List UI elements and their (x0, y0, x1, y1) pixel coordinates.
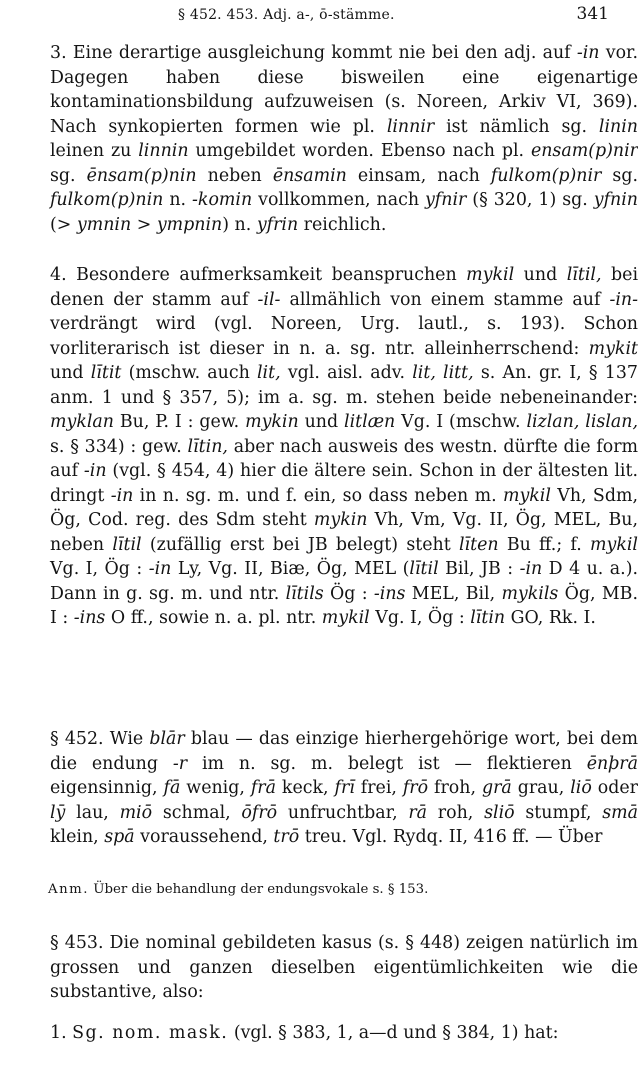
italic-term: -in (148, 559, 172, 579)
italic-term: linin (598, 116, 638, 137)
text: > (131, 214, 157, 235)
italic-term: litlæn (344, 412, 396, 432)
text: Bu ff.; f. (498, 534, 591, 555)
italic-term: fulkom(p)nin (50, 190, 164, 210)
italic-term: frō (402, 778, 429, 798)
text: im n. sg. m. belegt ist — flektieren (187, 753, 587, 774)
text: Bil, JB : (438, 559, 520, 579)
italic-term: fulkom(p)nir (490, 165, 602, 186)
text: Vg. I (mschw. (395, 412, 527, 432)
italic-term: -il- (257, 289, 281, 310)
text: Vg. I, Ög : (369, 608, 471, 628)
italic-term: linnin (138, 141, 189, 161)
text: in n. sg. m. und f. ein, so dass neben m. (133, 485, 503, 506)
italic-term: trō (273, 827, 300, 847)
text: (vgl. § 383, 1, a—d und § 384, 1) hat: (228, 1023, 559, 1043)
text: reichlich. (298, 214, 387, 235)
italic-term: lītil, (566, 265, 602, 285)
text: neben (196, 165, 273, 186)
text: 3. Eine derartige ausgleichung kommt nie bei den adj. auf (50, 43, 577, 63)
italic-term: -in (519, 559, 543, 579)
italic-term: līten (458, 534, 499, 555)
text: unfruchtbar, (277, 802, 409, 823)
text: umgebildet worden. Ebenso nach pl. (188, 141, 531, 161)
anm-label: Anm. (48, 882, 90, 897)
italic-term: lītin (470, 608, 506, 628)
italic-term: lizlan, lislan, (526, 412, 638, 432)
italic-term: lit, (257, 363, 281, 383)
section-453: § 453. Die nominal gebildeten kasus (s. § 448) zeigen natürlich im grossen und ganzen dieselben eigentümlichkeiten wie die substantive, also: (50, 933, 638, 1002)
text: sg. (50, 165, 87, 186)
italic-term: mykil (466, 265, 515, 285)
annotation-note (48, 880, 568, 900)
text: (> (50, 214, 77, 235)
italic-term: lītil (409, 559, 439, 579)
italic-term: -in (576, 43, 600, 63)
text: und (514, 265, 567, 285)
text: leinen zu (50, 141, 139, 161)
italic-term: miō (119, 802, 153, 823)
text: MEL, Bil, (405, 583, 502, 604)
text: lau, (65, 802, 120, 823)
text: ) n. (222, 214, 257, 235)
text: keck, (275, 778, 335, 798)
italic-term: blār (149, 729, 185, 749)
italic-term: lītin, (187, 436, 228, 457)
italic-term: lȳ (50, 802, 66, 823)
italic-term: -ins (373, 583, 406, 604)
text: Vg. I, Ög : (50, 559, 149, 579)
text: Vh, Sdm, Ög, Cod. reg. des Sdm steht (50, 485, 638, 530)
text: 4. Besondere aufmerksamkeit beanspruchen (50, 265, 467, 285)
italic-term: mykin (313, 510, 368, 530)
text: sg. (601, 165, 638, 186)
italic-term: mykil (502, 485, 551, 506)
section-453-item-1 (10, 1021, 638, 1046)
text: allmählich von einem stamme auf (280, 289, 610, 310)
text: blau — das einzige hierhergehörige wort, bei dem die endung (50, 729, 638, 774)
italic-term: ymnin (76, 214, 132, 235)
text: froh, (428, 778, 482, 798)
text: grau, (511, 778, 571, 798)
text: einsam, nach (346, 165, 491, 186)
text: D 4 u. a.). Dann in g. sg. m. und ntr. (50, 559, 638, 604)
italic-term: -r (172, 753, 188, 774)
text: Vh, Vm, Vg. II, Ög, MEL, Bu, neben (50, 510, 638, 555)
text: schmal, (152, 802, 242, 823)
text: stumpf, (514, 802, 603, 823)
italic-term: -in (83, 461, 107, 481)
italic-term: frā (250, 778, 276, 798)
text: GO, Rk. I. (505, 608, 596, 628)
running-head-title: § 452. 453. Adj. a-, ō-stämme. (178, 7, 395, 23)
italic-term: lītils (285, 583, 324, 604)
italic-term: rā (408, 802, 428, 823)
text: (§ 320, 1) sg. (466, 190, 594, 210)
italic-term: -in- (609, 289, 638, 310)
italic-term: lit, litt, (412, 363, 474, 383)
text: oder (591, 778, 638, 798)
text: Ly, Vg. II, Biæ, Ög, MEL ( (171, 559, 410, 579)
section-452 (10, 727, 638, 850)
text: bei denen der stamm auf (50, 265, 638, 310)
italic-term: ēnþrā (586, 753, 638, 774)
text: und (298, 412, 345, 432)
italic-term: liō (570, 778, 592, 798)
item-number: 1. (50, 1023, 67, 1043)
italic-term: mykin (245, 412, 299, 432)
paragraph-3-contamination (10, 41, 638, 237)
text: (vgl. § 454, 4) hier die ältere sein. Schon in der ältesten lit. dringt (50, 461, 638, 506)
text: klein, (50, 827, 105, 847)
text: verdrängt wird (vgl. Noreen, Urg. lautl., s. 193). Schon vorliterarisch ist dieser in n. a. sg. ntr. alleinherrschend: (50, 314, 638, 359)
text: (zufällig erst bei JB belegt) steht (141, 534, 459, 555)
italic-term: frī (334, 778, 355, 798)
text: treu. Vgl. Rydq. II, 416 ff. — Über (299, 827, 603, 847)
italic-term: mykil (321, 608, 370, 628)
italic-term: -in (110, 485, 134, 506)
text: (mschw. auch (121, 363, 257, 383)
italic-term: mykils (501, 583, 559, 604)
italic-term: sliō (484, 802, 515, 823)
text: vollkommen, nach (252, 190, 425, 210)
italic-term: yfnin (593, 190, 638, 210)
text: s. An. gr. I, § 137 anm. 1 und § 357, 5); im a. sg. m. stehen beide nebeneinander: (50, 363, 638, 408)
anm-text: Über die behandlung der endungsvokale s. § 153. (93, 882, 429, 897)
italic-term: mykit (588, 338, 638, 359)
italic-term: spā (104, 827, 135, 847)
italic-term: ēnsamin (272, 165, 347, 186)
text: § 452. Wie (50, 729, 150, 749)
text: Ög : (323, 583, 374, 604)
text: ist nämlich sg. (434, 116, 599, 137)
text: vor. Dagegen haben diese bisweilen eine eigenartige kontaminationsbildung aufzuweisen (s. Noreen, Arkiv VI, 369). Nach synkopierten formen wie pl. (50, 43, 638, 137)
text: wenig, (180, 778, 251, 798)
text: vgl. aisl. adv. (280, 363, 413, 383)
italic-term: ēnsam(p)nin (86, 165, 197, 186)
item-spaced-label: Sg. nom. mask. (72, 1023, 229, 1043)
text: Ög, MB. I : (50, 583, 638, 628)
text: n. (163, 190, 193, 210)
italic-term: yfrin (256, 214, 299, 235)
italic-term: fā (163, 778, 181, 798)
italic-term: lītit (90, 363, 122, 383)
italic-term: smā (602, 802, 638, 823)
italic-term: -komin (192, 190, 253, 210)
text: Bu, P. I : gew. (113, 412, 246, 432)
italic-term: -ins (73, 608, 106, 628)
text: und (50, 363, 91, 383)
italic-term: linnir (386, 116, 435, 137)
italic-term: ōfrō (241, 802, 278, 823)
italic-term: ympnin (156, 214, 223, 235)
paragraph-4-mykil-litil (10, 263, 638, 631)
italic-term: myklan (50, 412, 114, 432)
text: eigensinnig, (50, 778, 164, 798)
text: aber nach ausweis des westn. dürfte die form auf (50, 436, 638, 481)
text: frei, (354, 778, 403, 798)
text: O ff., sowie n. a. pl. ntr. (105, 608, 322, 628)
text: voraussehend, (134, 827, 274, 847)
italic-term: ensam(p)nir (530, 141, 638, 161)
italic-term: grā (481, 778, 512, 798)
text: s. § 334) : gew. (50, 436, 188, 457)
italic-term: mykil (590, 534, 638, 555)
italic-term: yfnir (424, 190, 467, 210)
running-head (0, 4, 621, 28)
italic-term: lītil (112, 534, 142, 555)
text: roh, (427, 802, 485, 823)
page-number: 341 (576, 4, 609, 24)
